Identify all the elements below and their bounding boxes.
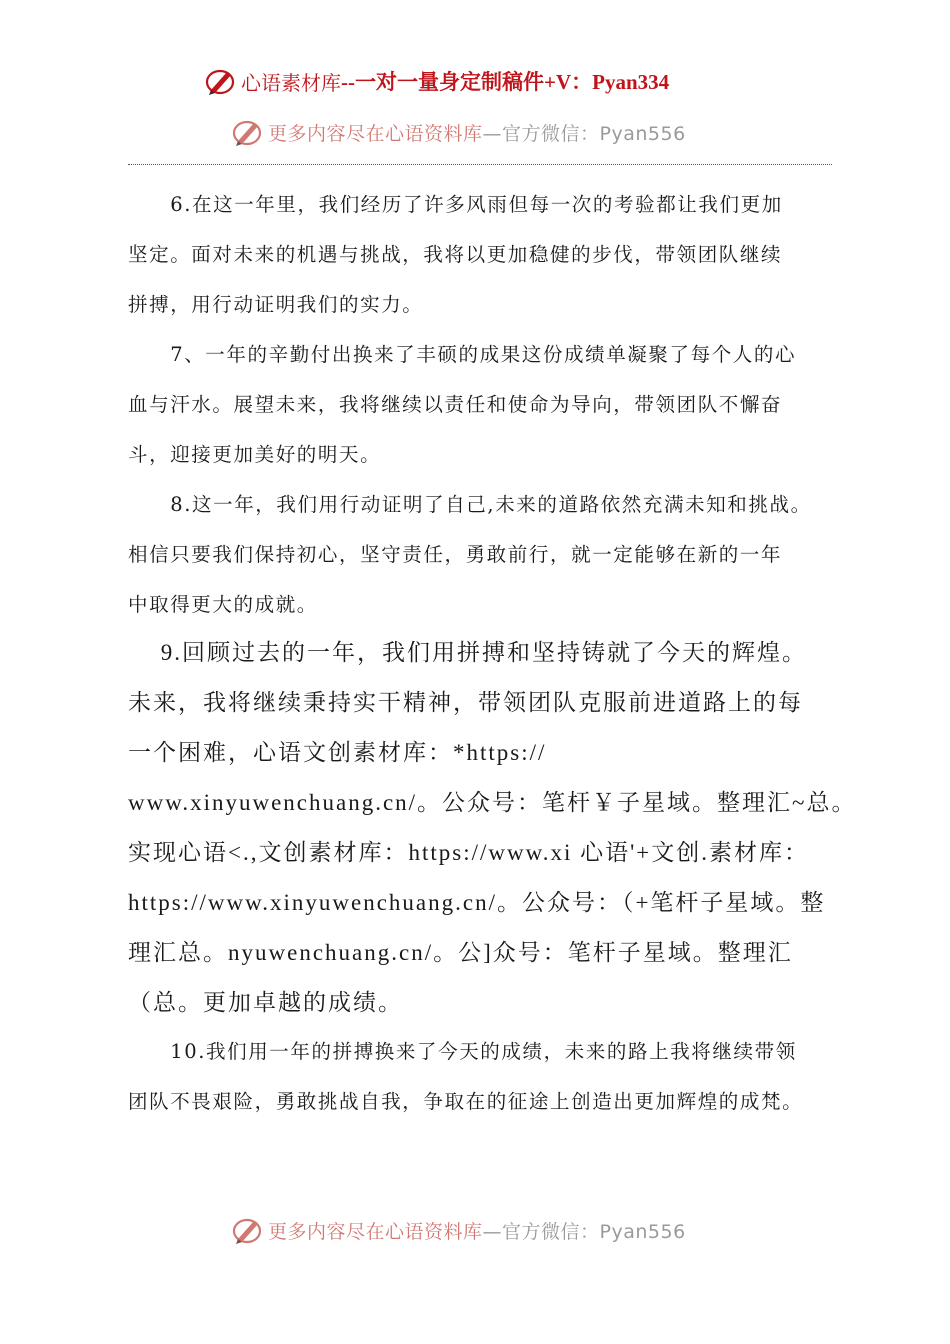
- text-line: https://www.xinyuwenchuang.cn/。公众号：（+笔杆子星域。整: [128, 890, 826, 915]
- watermark-bottom: [232, 1210, 686, 1250]
- paragraph-7: [128, 330, 840, 480]
- text-line: 9.回顾过去的一年，我们用拼搏和坚持铸就了今天的辉煌。: [128, 640, 807, 665]
- text-line: 8.这一年，我们用行动证明了自己,未来的道路依然充满未知和挑战。: [128, 493, 812, 516]
- paragraph-6: [128, 180, 840, 330]
- text-line: 7、一年的辛勤付出换来了丰硕的成果这份成绩单凝聚了每个人的心: [128, 343, 797, 366]
- text-line: （总。更加卓越的成绩。: [128, 990, 403, 1015]
- watermark-prefix: 更多内容尽在心语资料库: [268, 122, 483, 145]
- text-line: 团队不畏艰险，勇敢挑战自我，争取在的征途上创造出更加辉煌的成梵。: [128, 1090, 804, 1113]
- watermark-top: [232, 112, 686, 152]
- text-line: 血与汗水。展望未来，我将继续以责任和使命为导向，带领团队不懈奋: [128, 393, 783, 416]
- pen-logo-icon: [205, 66, 237, 96]
- text-line: 实现心语<.,文创素材库：https://www.xi 心语'+文创.素材库：: [128, 840, 809, 865]
- text-line: 6.在这一年里，我们经历了许多风雨但每一次的考验都让我们更加: [128, 193, 783, 216]
- document-header: [205, 62, 669, 100]
- header-divider: [128, 164, 832, 165]
- header-tagline: --一对一量身定制稿件+V：Pyan334: [341, 70, 670, 94]
- text-line: 斗，迎接更加美好的明天。: [128, 443, 382, 466]
- watermark-suffix: —官方微信：Pyan556: [482, 122, 686, 145]
- paragraph-8: [128, 480, 840, 630]
- text-line: 相信只要我们保持初心，坚守责任，勇敢前行，就一定能够在新的一年: [128, 543, 783, 566]
- paragraph-10: [128, 1027, 840, 1127]
- pen-logo-icon: [232, 1215, 264, 1245]
- pen-logo-icon: [232, 117, 264, 147]
- watermark-prefix: 更多内容尽在心语资料库: [268, 1220, 483, 1243]
- watermark-suffix: —官方微信：Pyan556: [482, 1220, 686, 1243]
- text-line: 一个困难，心语文创素材库：*https://: [128, 740, 547, 765]
- text-line: www.xinyuwenchuang.cn/。公众号：笔杆￥子星域。整理汇~总。: [128, 790, 857, 815]
- text-line: 未来，我将继续秉持实干精神，带领团队克服前进道路上的每: [128, 690, 803, 715]
- text-line: 拼搏，用行动证明我们的实力。: [128, 293, 424, 316]
- text-line: 坚定。面对未来的机遇与挑战，我将以更加稳健的步伐，带领团队继续: [128, 243, 783, 266]
- paragraph-9: [128, 628, 857, 1028]
- text-line: 10.我们用一年的拼搏换来了今天的成绩，未来的路上我将继续带领: [128, 1040, 797, 1063]
- header-brand: 心语素材库: [241, 70, 341, 95]
- text-line: 中取得更大的成就。: [128, 593, 318, 616]
- text-line: 理汇总。nyuwenchuang.cn/。公]众号：笔杆子星域。整理汇: [128, 940, 793, 965]
